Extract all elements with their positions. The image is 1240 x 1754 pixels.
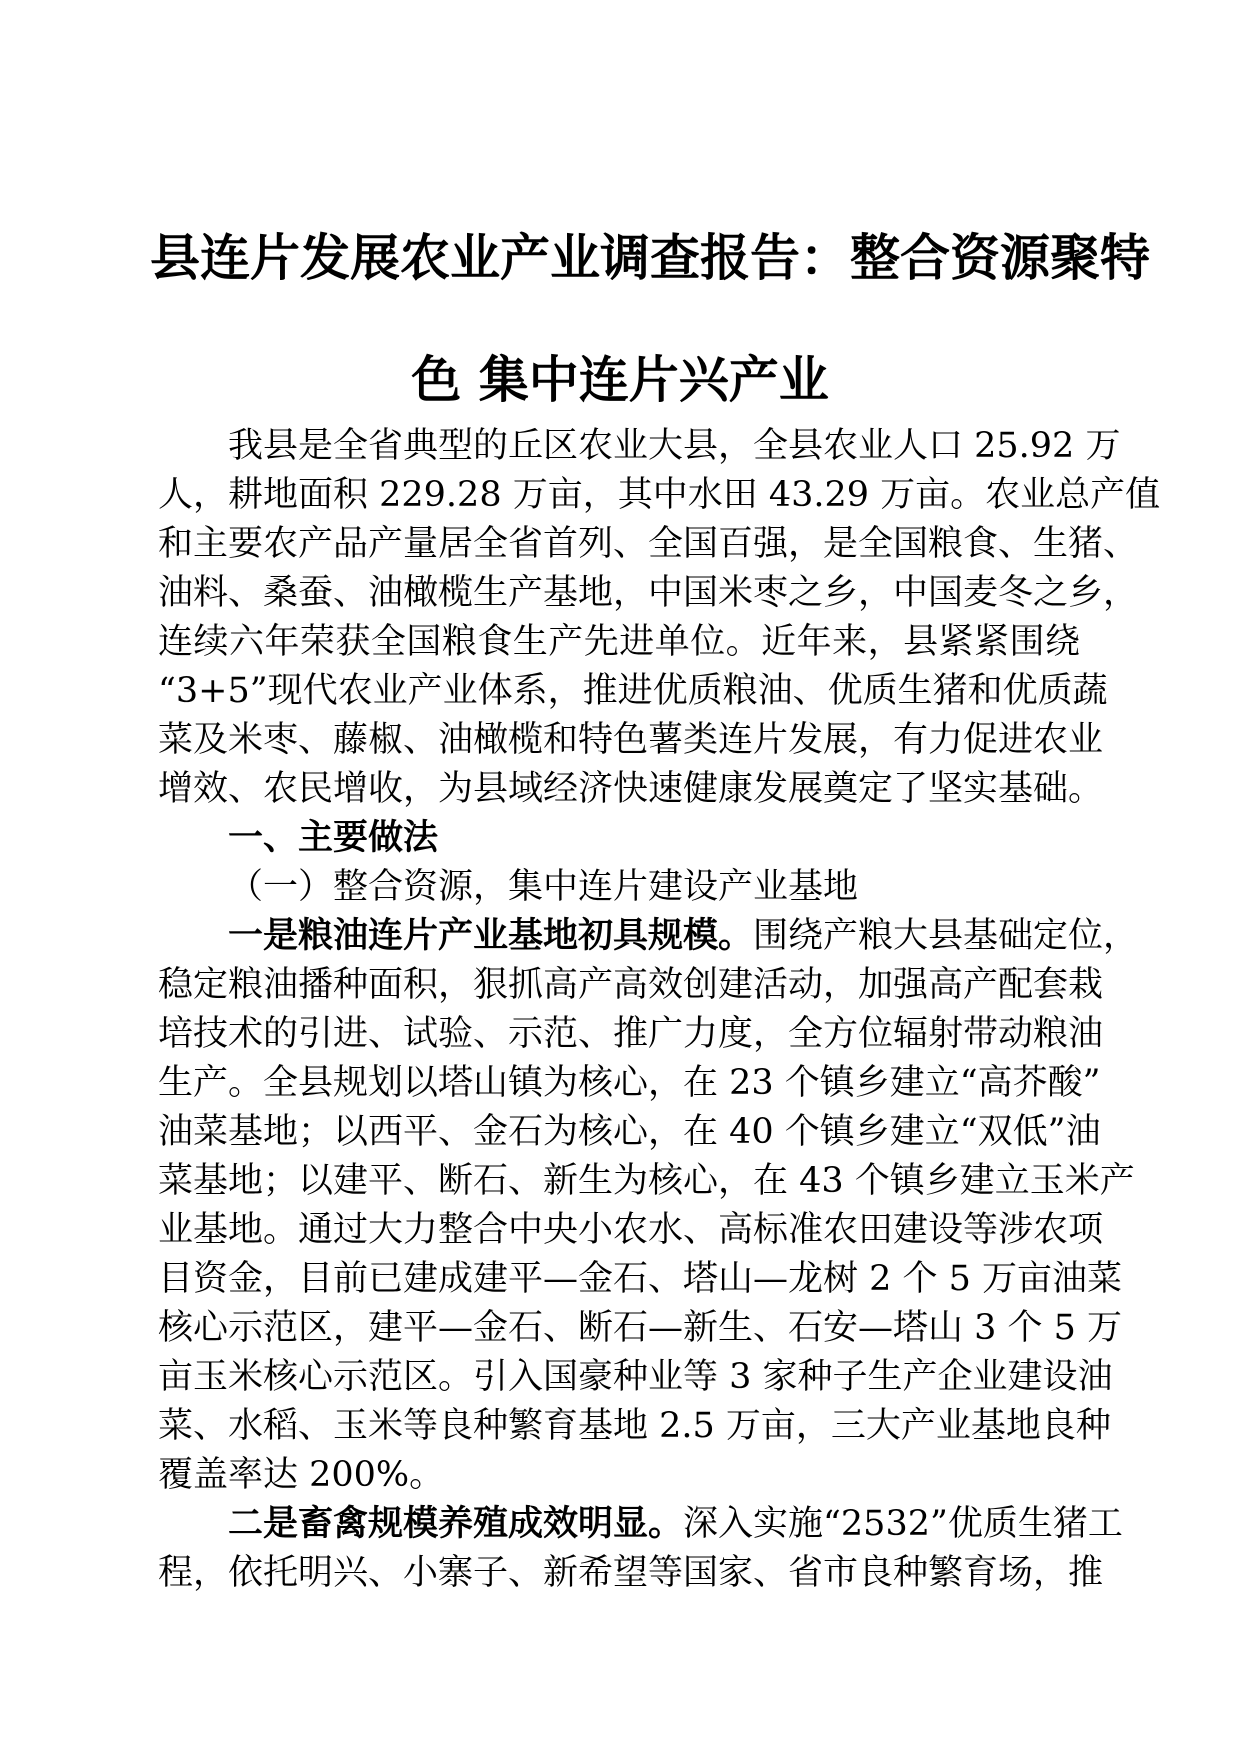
intro-line-2: 人，耕地面积 229.28 万亩，其中水田 43.29 万亩。农业总产值: [158, 475, 1161, 515]
para2-first-rest: 深入实施“2532”优质生猪工: [683, 1504, 1123, 1544]
intro-line-5: 连续六年荣获全国粮食生产先进单位。近年来，县紧紧围绕: [158, 622, 1080, 662]
para1-first-rest: 围绕产粮大县基础定位，: [753, 916, 1139, 956]
para2-line-2: 程，依托明兴、小寨子、新希望等国家、省市良种繁育场，推: [158, 1553, 1104, 1593]
para1-line-10: 亩玉米核心示范区。引入国豪种业等 3 家种子生产企业建设油: [158, 1357, 1113, 1397]
para2-lead: 二是畜禽规模养殖成效明显。: [228, 1503, 684, 1544]
para1-line-7: 业基地。通过大力整合中央小农水、高标准农田建设等涉农项: [158, 1210, 1104, 1250]
intro-line-8: 增效、农民增收，为县域经济快速健康发展奠定了坚实基础。: [158, 769, 1104, 809]
intro-line-7: 菜及米枣、藤椒、油橄榄和特色薯类连片发展，有力促进农业: [158, 720, 1104, 760]
para1-line-9: 核心示范区，建平—金石、断石—新生、石安—塔山 3 个 5 万: [158, 1308, 1123, 1348]
para2-line-1: [228, 1503, 1123, 1544]
para1-line-11: 菜、水稻、玉米等良种繁育基地 2.5 万亩，三大产业基地良种: [158, 1406, 1111, 1446]
section-heading: 一、主要做法: [228, 817, 439, 858]
intro-line-1: 我县是全省典型的丘区农业大县，全县农业人口 25.92 万: [228, 426, 1121, 466]
intro-line-3: 和主要农产品产量居全省首列、全国百强，是全国粮食、生猪、: [158, 524, 1139, 564]
para1-line-2: 稳定粮油播种面积，狠抓高产高效创建活动，加强高产配套栽: [158, 965, 1104, 1005]
para1-line-4: 生产。全县规划以塔山镇为核心，在 23 个镇乡建立“高芥酸”: [158, 1063, 1101, 1103]
para1-line-8: 目资金，目前已建成建平—金石、塔山—龙树 2 个 5 万亩油菜: [158, 1259, 1123, 1299]
para1-line-6: 菜基地；以建平、断石、新生为核心，在 43 个镇乡建立玉米产: [158, 1161, 1135, 1201]
para1-lead: 一是粮油连片产业基地初具规模。: [228, 915, 754, 956]
subsection-heading: （一）整合资源，集中连片建设产业基地: [228, 867, 859, 907]
para1-line-3: 培技术的引进、试验、示范、推广力度，全方位辐射带动粮油: [158, 1014, 1104, 1054]
intro-line-4: 油料、桑蚕、油橄榄生产基地，中国米枣之乡，中国麦冬之乡，: [158, 573, 1139, 613]
para1-line-12: 覆盖率达 200%。: [158, 1455, 445, 1495]
intro-line-6: “3+5”现代农业产业体系，推进优质粮油、优质生猪和优质蔬: [158, 671, 1108, 711]
document-title-line-2: 色 集中连片兴产业: [411, 350, 829, 409]
document-title-line-1: 县连片发展农业产业调查报告：整合资源聚特: [150, 228, 1150, 287]
para1-line-5: 油菜基地；以西平、金石为核心，在 40 个镇乡建立“双低”油: [158, 1112, 1101, 1152]
para1-line-1: [228, 915, 1139, 956]
